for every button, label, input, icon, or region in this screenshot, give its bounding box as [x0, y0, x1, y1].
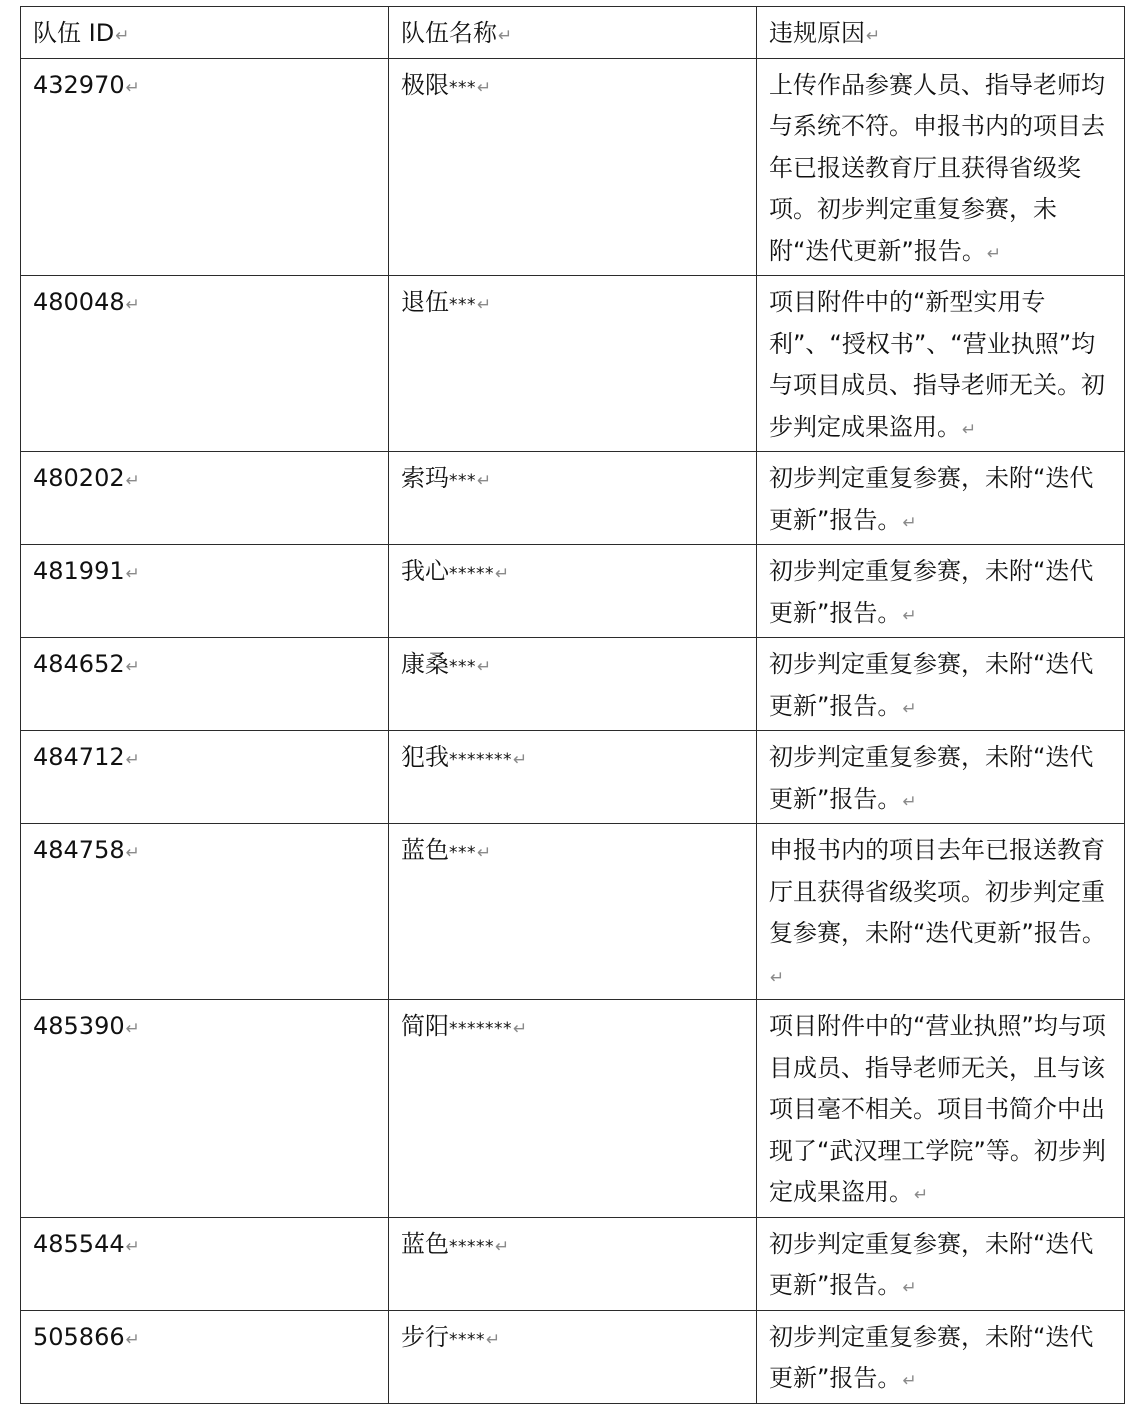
team-name-cell: [389, 1310, 757, 1403]
paragraph-mark-icon: ↵: [477, 843, 492, 863]
violation-reason: 项目附件中的“新型实用专利”、“授权书”、“营业执照”均与项目成员、指导老师无关。初步判定成果盗用。: [769, 288, 1105, 441]
team-name: 蓝色: [401, 1229, 449, 1258]
paragraph-mark-icon: ↵: [902, 1371, 917, 1391]
table-row: [21, 824, 1125, 1000]
team-name-cell: [389, 58, 757, 276]
paragraph-mark-icon: ↵: [770, 967, 785, 988]
team-name-cell: [389, 1000, 757, 1218]
name-mask: ***: [449, 471, 476, 491]
violation-reason: 上传作品参赛人员、指导老师均与系统不符。申报书内的项目去年已报送教育厅且获得省级奖项。初步判定重复参赛，未附“迭代更新”报告。: [769, 70, 1105, 265]
team-id-cell: [21, 452, 389, 545]
team-id: 485390: [33, 1012, 125, 1040]
paragraph-mark-icon: ↵: [477, 77, 492, 98]
team-name: 步行: [401, 1322, 449, 1351]
team-id: 505866: [33, 1322, 125, 1351]
reason-cell: [757, 58, 1125, 276]
team-name-cell: [389, 731, 757, 824]
paragraph-mark-icon: ↵: [125, 1236, 140, 1257]
reason-cell: [757, 545, 1125, 638]
team-id: 485544: [33, 1229, 125, 1258]
paragraph-mark-icon: ↵: [477, 295, 492, 315]
team-id-cell: [21, 58, 389, 276]
name-mask: ***: [449, 77, 476, 98]
paragraph-mark-icon: ↵: [902, 1278, 917, 1298]
paragraph-mark-icon: ↵: [914, 1185, 929, 1205]
name-mask: ***: [449, 843, 476, 863]
reason-cell: [757, 731, 1125, 824]
paragraph-mark-icon: ↵: [115, 26, 130, 46]
team-id-cell: [21, 731, 389, 824]
team-name-cell: [389, 545, 757, 638]
paragraph-mark-icon: ↵: [477, 471, 492, 491]
team-id: 480202: [33, 464, 125, 492]
paragraph-mark-icon: ↵: [986, 243, 1002, 264]
reason-cell: [757, 824, 1125, 1000]
paragraph-mark-icon: ↵: [498, 26, 513, 46]
table-row: [21, 638, 1125, 731]
violation-reason: 初步判定重复参赛，未附“迭代更新”报告。: [769, 1322, 1094, 1392]
table-row: [21, 1310, 1125, 1403]
table-row: [21, 1000, 1125, 1218]
paragraph-mark-icon: ↵: [962, 419, 977, 440]
header-cell-team-name: 队伍名称↵: [389, 7, 757, 59]
name-mask: ***: [449, 295, 476, 315]
table-row: [21, 276, 1125, 452]
table-row: [21, 545, 1125, 638]
team-id-cell: [21, 1217, 389, 1310]
paragraph-mark-icon: ↵: [125, 843, 140, 863]
team-id-cell: [21, 638, 389, 731]
name-mask: *******: [449, 750, 512, 770]
paragraph-mark-icon: ↵: [866, 26, 881, 46]
violation-reason: 初步判定重复参赛，未附“迭代更新”报告。: [769, 557, 1094, 627]
paragraph-mark-icon: ↵: [477, 657, 492, 677]
team-name-cell: [389, 452, 757, 545]
team-id-cell: [21, 276, 389, 452]
team-id: 484652: [33, 650, 125, 678]
team-name-cell: [389, 276, 757, 452]
team-name: 索玛: [401, 464, 449, 492]
team-id-cell: [21, 545, 389, 638]
paragraph-mark-icon: ↵: [902, 698, 917, 719]
team-name: 退伍: [401, 288, 449, 316]
violation-reason: 初步判定重复参赛，未附“迭代更新”报告。: [769, 650, 1094, 720]
name-mask: ***: [449, 657, 476, 677]
team-name: 犯我: [401, 743, 449, 771]
paragraph-mark-icon: ↵: [125, 750, 140, 770]
paragraph-mark-icon: ↵: [902, 791, 917, 812]
reason-cell: [757, 1000, 1125, 1218]
violation-reason: 申报书内的项目去年已报送教育厅且获得省级奖项。初步判定重复参赛，未附“迭代更新”报告。: [769, 836, 1106, 947]
reason-cell: [757, 1310, 1125, 1403]
violation-reason: 项目附件中的“营业执照”均与项目成员、指导老师无关，且与该项目毫不相关。项目书简介中出现了“武汉理工学院”等。初步判定成果盗用。: [769, 1012, 1106, 1206]
header-cell-team-id: 队伍 ID↵: [21, 7, 389, 59]
paragraph-mark-icon: ↵: [125, 471, 140, 491]
reason-cell: [757, 1217, 1125, 1310]
reason-cell: [757, 276, 1125, 452]
table-row: [21, 1217, 1125, 1310]
header-cell-reason: 违规原因↵: [757, 7, 1125, 59]
team-id: 480048: [33, 288, 125, 316]
name-mask: *****: [449, 564, 494, 584]
paragraph-mark-icon: ↵: [125, 564, 140, 584]
team-name-cell: [389, 1217, 757, 1310]
team-id: 481991: [33, 557, 125, 585]
name-mask: *******: [449, 1019, 512, 1039]
team-name: 我心: [401, 557, 449, 585]
table-row: [21, 731, 1125, 824]
paragraph-mark-icon: ↵: [513, 1019, 528, 1039]
team-name: 极限: [401, 70, 449, 99]
team-id: 432970: [33, 70, 125, 99]
paragraph-mark-icon: ↵: [125, 657, 140, 677]
paragraph-mark-icon: ↵: [125, 295, 140, 315]
team-id-cell: [21, 824, 389, 1000]
team-id-cell: [21, 1000, 389, 1218]
violation-reason: 初步判定重复参赛，未附“迭代更新”报告。: [769, 464, 1094, 534]
table-row: [21, 58, 1125, 276]
paragraph-mark-icon: ↵: [513, 750, 528, 770]
table-header-row: [21, 7, 1125, 59]
team-id: 484712: [33, 743, 125, 771]
team-name: 蓝色: [401, 836, 449, 864]
paragraph-mark-icon: ↵: [495, 564, 510, 584]
paragraph-mark-icon: ↵: [902, 512, 917, 533]
name-mask: ****: [449, 1329, 485, 1350]
team-name: 简阳: [401, 1012, 449, 1040]
team-name-cell: [389, 638, 757, 731]
paragraph-mark-icon: ↵: [125, 1019, 140, 1039]
name-mask: *****: [449, 1236, 494, 1257]
paragraph-mark-icon: ↵: [125, 1329, 140, 1350]
reason-cell: [757, 452, 1125, 545]
team-id: 484758: [33, 836, 125, 864]
reason-cell: [757, 638, 1125, 731]
team-name: 康桑: [401, 650, 449, 678]
violation-reason: 初步判定重复参赛，未附“迭代更新”报告。: [769, 1229, 1094, 1299]
team-name-cell: [389, 824, 757, 1000]
paragraph-mark-icon: ↵: [486, 1329, 501, 1350]
table-row: [21, 452, 1125, 545]
violation-table: [20, 6, 1125, 1404]
paragraph-mark-icon: ↵: [495, 1236, 510, 1257]
team-id-cell: [21, 1310, 389, 1403]
paragraph-mark-icon: ↵: [902, 605, 917, 626]
violation-reason: 初步判定重复参赛，未附“迭代更新”报告。: [769, 743, 1094, 813]
paragraph-mark-icon: ↵: [125, 77, 140, 98]
